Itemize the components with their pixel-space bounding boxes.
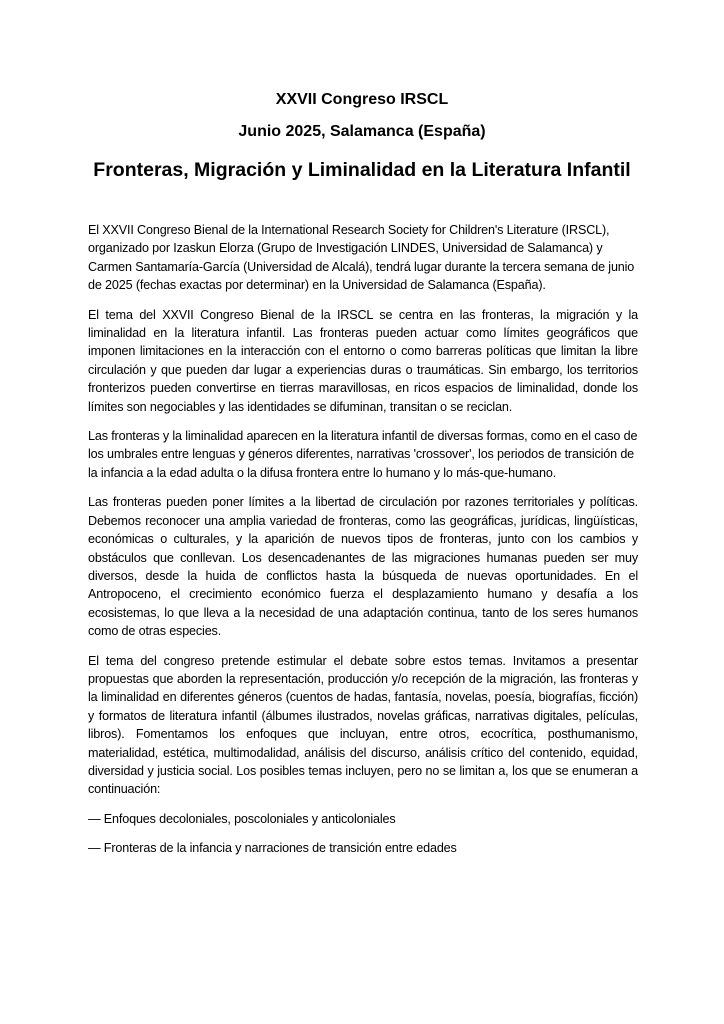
paragraph-intro: El XXVII Congreso Bienal de la International Research Society for Children's Literature (IRSCL), organizado por Izaskun Elorza (Grupo de Investigación LINDES, Universidad de Salamanca) y Carmen Santamaría-García (Universidad de Alcalá), tendrá lugar durante la tercera semana de junio de 2025 (fechas exactas por determinar) en la Universidad de Salamanca (España). <box>88 223 635 293</box>
date-location-heading: Junio 2025, Salamanca (España) <box>238 123 486 140</box>
paragraph-theme: El tema del XXVII Congreso Bienal de la IRSCL se centra en las fronteras, la migración y la liminalidad en la literatura infantil. Las fronteras pueden actuar como límites geográficos que imponen limitaciones en la interacción con el entorno o como barreras políticas que limitan la libre circulación y que pueden dar lugar a experiencias duras o traumáticas. Sin embargo, los territorios fronterizos pueden convertirse en tierras maravillosas, en ricos espacios de liminalidad, donde los límites son negociables y las identidades se difuminan, transitan o se reciclan. <box>88 307 638 414</box>
list-item: — Enfoques decoloniales, poscoloniales y anticoloniales <box>88 811 396 826</box>
congress-name-heading: XXVII Congreso IRSCL <box>275 91 449 108</box>
paragraph-call: El tema del congreso pretende estimular el debate sobre estos temas. Invitamos a presentar propuestas que aborden la representación, producción y/o recepción de la migración, las fronteras y la liminalidad en diferentes géneros (cuentos de hadas, fantasía, novelas, poesía, biografías, ficción) y formatos de literatura infantil (álbumes ilustrados, novelas gráficas, narrativas digitales, películas, libros). Fomentamos los enfoques que incluyan, entre otros, ecocrítica, posthumanismo, materialidad, estética, multimodalidad, análisis del discurso, análisis crítico del contenido, equidad, diversidad y justicia social. Los posibles temas incluyen, pero no se limitan a, los que se enumeran a continuación: <box>88 653 638 797</box>
page-title: Fronteras, Migración y Liminalidad en la Literatura Infantil <box>93 159 631 181</box>
paragraph-liminality: Las fronteras y la liminalidad aparecen en la literatura infantil de diversas formas, como en el caso de los umbrales entre lenguas y géneros diferentes, narrativas 'crossover', los periodos de transición de la infancia a la edad adulta o la difusa frontera entre lo humano y lo más-que-humano. <box>88 429 638 480</box>
paragraph-borders: Las fronteras pueden poner límites a la libertad de circulación por razones territoriales y políticas. Debemos reconocer una amplia variedad de fronteras, como las geográficas, jurídicas, lingüísticas, económicas o culturales, y la aparición de nuevos tipos de fronteras, junto con los cambios y obstáculos que conllevan. Los desencadenantes de las migraciones humanas pueden ser muy diversos, desde la huida de conflictos hasta la búsqueda de nuevas oportunidades. En el Antropoceno, el crecimiento económico fuerza el desplazamiento humano y desafía a los ecosistemas, lo que lleva a la necesidad de una adaptación continua, tanto de los seres humanos como de otras especies. <box>88 495 638 639</box>
document-body <box>88 221 638 869</box>
list-item: — Fronteras de la infancia y narraciones de transición entre edades <box>88 841 457 856</box>
